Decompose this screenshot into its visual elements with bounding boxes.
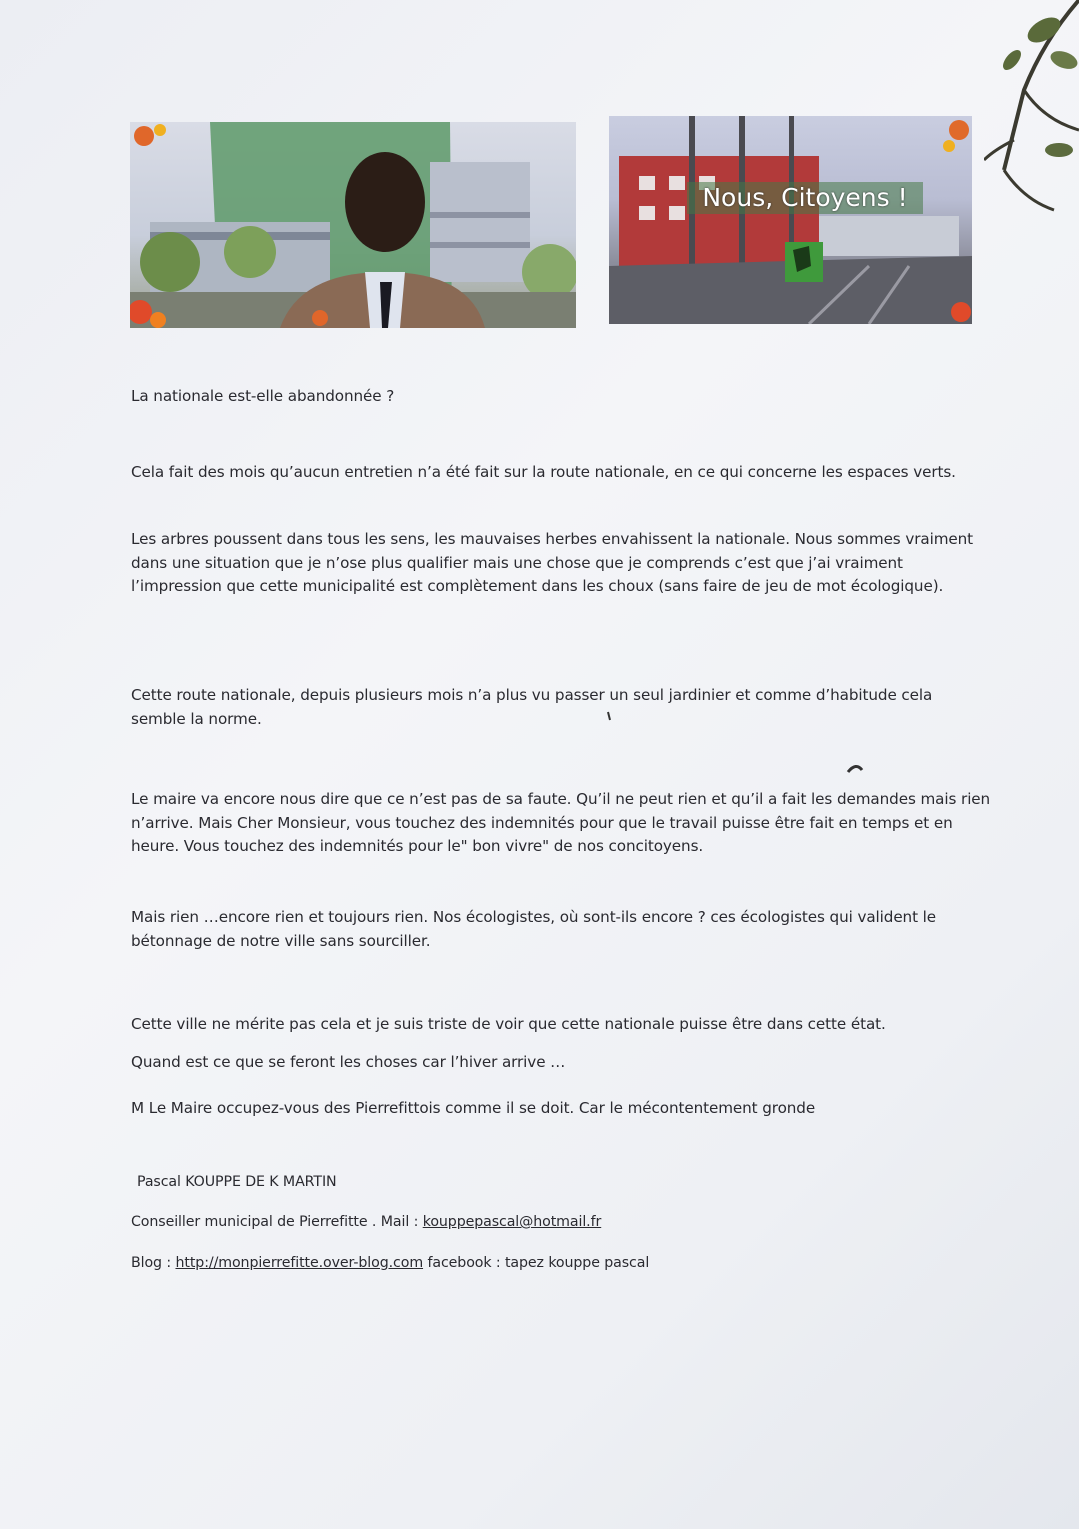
article-heading: La nationale est-elle abandonnée ? (131, 387, 395, 405)
paragraph-7: Quand est ce que se feront les choses car l’hiver arrive … (131, 1053, 566, 1071)
paragraph-1: Cela fait des mois qu’aucun entretien n’a été fait sur la route nationale, en ce qui concerne les espaces verts. (131, 463, 956, 481)
paragraph-2: Les arbres poussent dans tous les sens, les mauvaises herbes envahissent la nationale. Nous sommes vraiment dans une situation que je n’ose plus qualifier mais une chose que je comprends c’est que j’ai vraiment l’impression que cette municipalité est complètement dans les choux (sans faire de jeu de mot écologique). (131, 530, 974, 595)
paragraph-6: Cette ville ne mérite pas cela et je suis triste de voir que cette nationale puisse être dans cette état. (131, 1015, 886, 1033)
banner-portrait-image (130, 122, 576, 328)
signature-name: Pascal KOUPPE DE K MARTIN (137, 1174, 337, 1190)
blog-label: Blog : (131, 1255, 172, 1271)
mail-link[interactable]: kouppepascal@hotmail.fr (422, 1214, 602, 1230)
blog-link[interactable]: http://monpierrefitte.over-blog.com (175, 1255, 424, 1271)
paragraph-3: Cette route nationale, depuis plusieurs mois n’a plus vu passer un seul jardinier et comme d’habitude cela semble la norme. (131, 686, 933, 728)
signature-role: Conseiller municipal de Pierrefitte . (131, 1214, 377, 1230)
paper-marks (600, 700, 900, 790)
signature-contact-line (131, 1211, 991, 1235)
paragraph-8: M Le Maire occupez-vous des Pierrefittois comme il se doit. Car le mécontentement gronde (131, 1099, 816, 1117)
paragraph-5: Mais rien …encore rien et toujours rien. Nos écologistes, où sont-ils encore ? ces écologistes qui valident le bétonnage de notre ville sans sourciller. (131, 908, 937, 950)
banner-city-image (609, 116, 972, 324)
facebook-text: facebook : tapez kouppe pascal (427, 1255, 650, 1271)
mail-label: Mail : (380, 1214, 419, 1230)
banner-title: Nous, Citoyens ! (687, 182, 923, 214)
paragraph-4: Le maire va encore nous dire que ce n’est pas de sa faute. Qu’il ne peut rien et qu’il a fait les demandes mais rien n’arrive. Mais Cher Monsieur, vous touchez des indemnités pour que le travail puisse être fait en temps et en heure. Vous touchez des indemnités pour le" bon vivre" de nos concitoyens. (131, 790, 991, 855)
signature-web-line (131, 1252, 991, 1276)
plant-branch-decoration (984, 0, 1079, 230)
